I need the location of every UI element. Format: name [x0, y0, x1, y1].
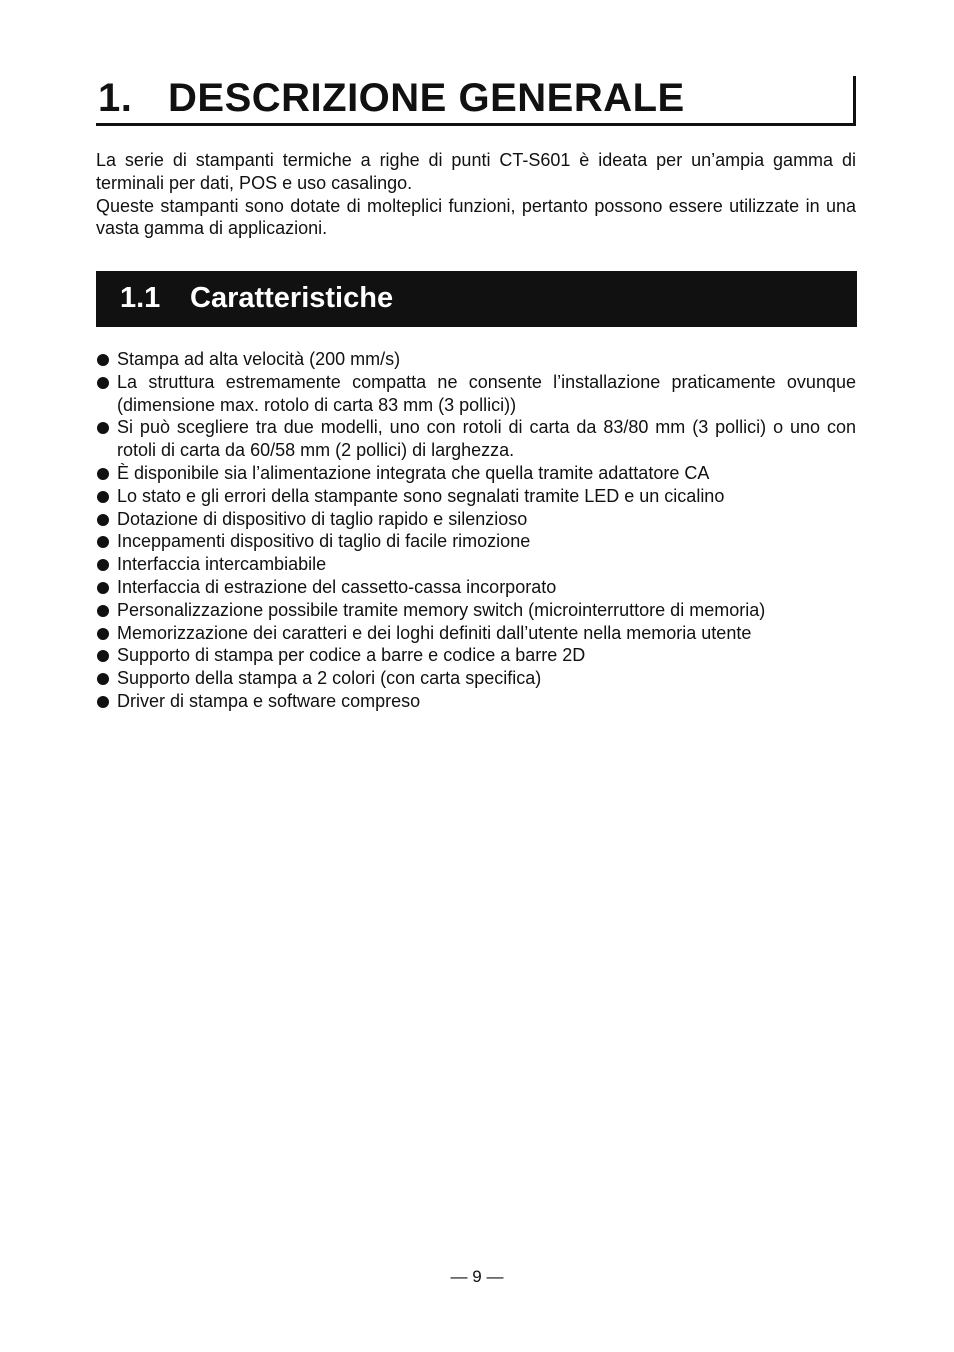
section-heading [96, 271, 857, 327]
list-item-text: Memorizzazione dei caratteri e dei loghi definiti dall’utente nella memoria utente [117, 622, 752, 643]
bullet-icon [97, 536, 109, 548]
list-item-text: È disponibile sia l’alimentazione integrata che quella tramite adattatore CA [117, 462, 710, 483]
list-item [96, 530, 856, 553]
bullet-icon [97, 377, 109, 389]
list-item [96, 622, 856, 645]
list-item [96, 553, 856, 576]
bullet-icon [97, 354, 109, 366]
list-item-text: Lo stato e gli errori della stampante sono segnalati tramite LED e un cicalino [117, 485, 725, 506]
list-item-text: Driver di stampa e software compreso [117, 690, 421, 711]
list-item-text: Interfaccia intercambiabile [117, 554, 327, 575]
intro-text [96, 149, 856, 240]
list-item [96, 348, 856, 371]
list-item-text: Interfaccia di estrazione del cassetto-cassa incorporato [117, 576, 557, 597]
list-item-text: Stampa ad alta velocità (200 mm/s) [117, 349, 401, 369]
bullet-icon [97, 491, 109, 503]
section-number: 1.1 [120, 282, 161, 314]
section-title: Caratteristiche [190, 282, 394, 314]
intro-paragraph-1: La serie di stampanti termiche a righe di punti CT-S601 è ideata per un’ampia gamma di terminali per dati, POS e uso casalingo. [96, 150, 856, 193]
list-item [96, 508, 856, 531]
list-item [96, 485, 856, 508]
list-item [96, 599, 856, 622]
list-item [96, 462, 856, 485]
list-item [96, 416, 856, 462]
list-item-text: Si può scegliere tra due modelli, uno con rotoli di carta da 83/80 mm (3 pollici) o uno con rotoli di carta da 60/58 mm (2 pollici) di larghezza. [117, 417, 856, 461]
bullet-icon [97, 628, 109, 640]
list-item-text: Personalizzazione possibile tramite memory switch (microinterruttore di memoria) [117, 599, 766, 620]
list-item-text: Supporto della stampa a 2 colori (con carta specifica) [117, 668, 542, 689]
list-item-text: La struttura estremamente compatta ne consente l’installazione praticamente ovunque (dimensione max. rotolo di carta 83 mm (3 pollici)) [117, 371, 856, 415]
bullet-icon [97, 559, 109, 571]
list-item-text: Supporto di stampa per codice a barre e codice a barre 2D [117, 645, 586, 666]
list-item [96, 576, 856, 599]
bullet-icon [97, 673, 109, 685]
chapter-number: 1. [98, 76, 133, 120]
page-number: — 9 — [450, 1267, 504, 1286]
intro-paragraph-2: Queste stampanti sono dotate di molteplici funzioni, pertanto possono essere utilizzate in una vasta gamma di applicazioni. [96, 195, 856, 239]
bullet-icon [97, 468, 109, 480]
list-item [96, 667, 856, 690]
chapter-heading [96, 76, 856, 126]
bullet-icon [97, 582, 109, 594]
list-item [96, 644, 856, 667]
list-item [96, 371, 856, 417]
feature-list [96, 348, 856, 713]
list-item-text: Dotazione di dispositivo di taglio rapido e silenzioso [117, 508, 528, 529]
bullet-icon [97, 514, 109, 526]
bullet-icon [97, 422, 109, 434]
list-item-text: Inceppamenti dispositivo di taglio di facile rimozione [117, 531, 531, 552]
bullet-icon [97, 605, 109, 617]
bullet-icon [97, 696, 109, 708]
list-item [96, 690, 856, 713]
chapter-title: DESCRIZIONE GENERALE [168, 76, 685, 120]
bullet-icon [97, 650, 109, 662]
